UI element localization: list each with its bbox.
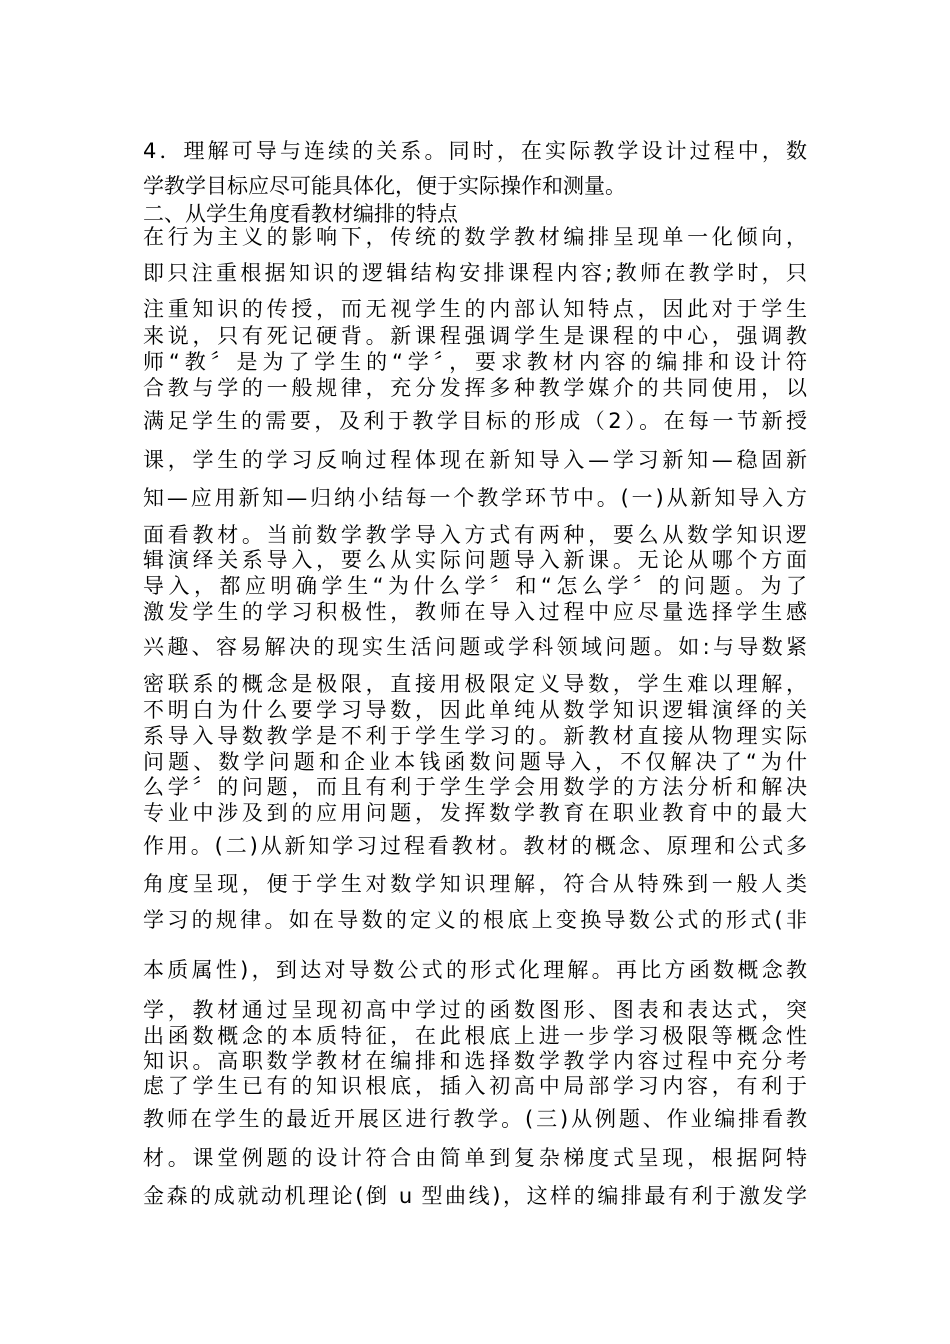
text-line: 知识。高职数学教材在编排和选择数学教学内容过程中充分考 [143, 1049, 807, 1073]
text-line: 么学〞的问题，而且有利于学生学会用数学的方法分析和解决 [143, 775, 807, 799]
text-line: 4．理解可导与连续的关系。同时，在实际教学设计过程中，数 [143, 139, 807, 163]
text-line: 师“教〞是为了学生的“学〞，要求教材内容的编排和设计符 [143, 350, 807, 374]
text-line: 虑了学生已有的知识根底，插入初高中局部学习内容，有利于 [143, 1074, 807, 1098]
text-line: 教师在学生的最近开展区进行教学。(三)从例题、作业编排看教 [143, 1107, 807, 1131]
text-line: 学，教材通过呈现初高中学过的函数图形、图表和表达式，突 [143, 998, 807, 1022]
text-line: 在行为主义的影响下，传统的数学教材编排呈现单一化倾向， [143, 225, 807, 249]
text-line: 知—应用新知—归纳小结每一个教学环节中。(一)从新知导入方 [143, 486, 807, 510]
text-line: 导入，都应明确学生“为什么学〞和“怎么学〞的问题。为了 [143, 574, 807, 598]
text-line: 学习的规律。如在导数的定义的根底上变换导数公式的形式(非 [143, 908, 807, 932]
section-heading: 二、从学生角度看教材编排的特点 [143, 202, 458, 226]
text-line: 激发学生的学习积极性，教师在导入过程中应尽量选择学生感 [143, 600, 807, 624]
text-line: 合教与学的一般规律，充分发挥多种教学媒介的共同使用，以 [143, 376, 807, 400]
text-line: 本质属性)，到达对导数公式的形式化理解。再比方函数概念教 [143, 958, 807, 982]
text-line: 作用。(二)从新知学习过程看教材。教材的概念、原理和公式多 [143, 834, 807, 858]
text-line: 兴趣、容易解决的现实生活问题或学科领域问题。如:与导数紧 [143, 635, 807, 659]
text-line: 不明白为什么要学习导数，因此单纯从数学知识逻辑演绎的关 [143, 698, 807, 722]
text-line: 课，学生的学习反响过程体现在新知导入—学习新知—稳固新 [143, 448, 807, 472]
text-line: 密联系的概念是极限，直接用极限定义导数，学生难以理解， [143, 672, 807, 696]
text-line: 角度呈现，便于学生对数学知识理解，符合从特殊到一般人类 [143, 872, 807, 896]
text-line: 满足学生的需要，及利于教学目标的形成（2）。在每一节新授 [143, 409, 807, 433]
text-line: 专业中涉及到的应用问题，发挥数学教育在职业教育中的最大 [143, 801, 807, 825]
text-line: 金森的成就动机理论(倒 u 型曲线)，这样的编排最有利于激发学 [143, 1184, 807, 1208]
text-line: 出函数概念的本质特征，在此根底上进一步学习极限等概念性 [143, 1024, 807, 1048]
text-line: 来说，只有死记硬背。新课程强调学生是课程的中心，强调教 [143, 324, 807, 348]
text-line: 材。课堂例题的设计符合由简单到复杂梯度式呈现，根据阿特 [143, 1146, 807, 1170]
text-line: 面看教材。当前数学教学导入方式有两种，要么从数学知识逻 [143, 523, 807, 547]
text-line: 问题、数学问题和企业本钱函数问题导入，不仅解决了“为什 [143, 750, 807, 774]
text-line: 即只注重根据知识的逻辑结构安排课程内容;教师在教学时，只 [143, 261, 807, 285]
text-line: 辑演绎关系导入，要么从实际问题导入新课。无论从哪个方面 [143, 548, 807, 572]
text-line: 学教学目标应尽可能具体化，便于实际操作和测量。 [143, 174, 626, 198]
text-line: 系导入导数教学是不利于学生学习的。新教材直接从物理实际 [143, 724, 807, 748]
text-line: 注重知识的传授，而无视学生的内部认知特点，因此对于学生 [143, 297, 807, 321]
